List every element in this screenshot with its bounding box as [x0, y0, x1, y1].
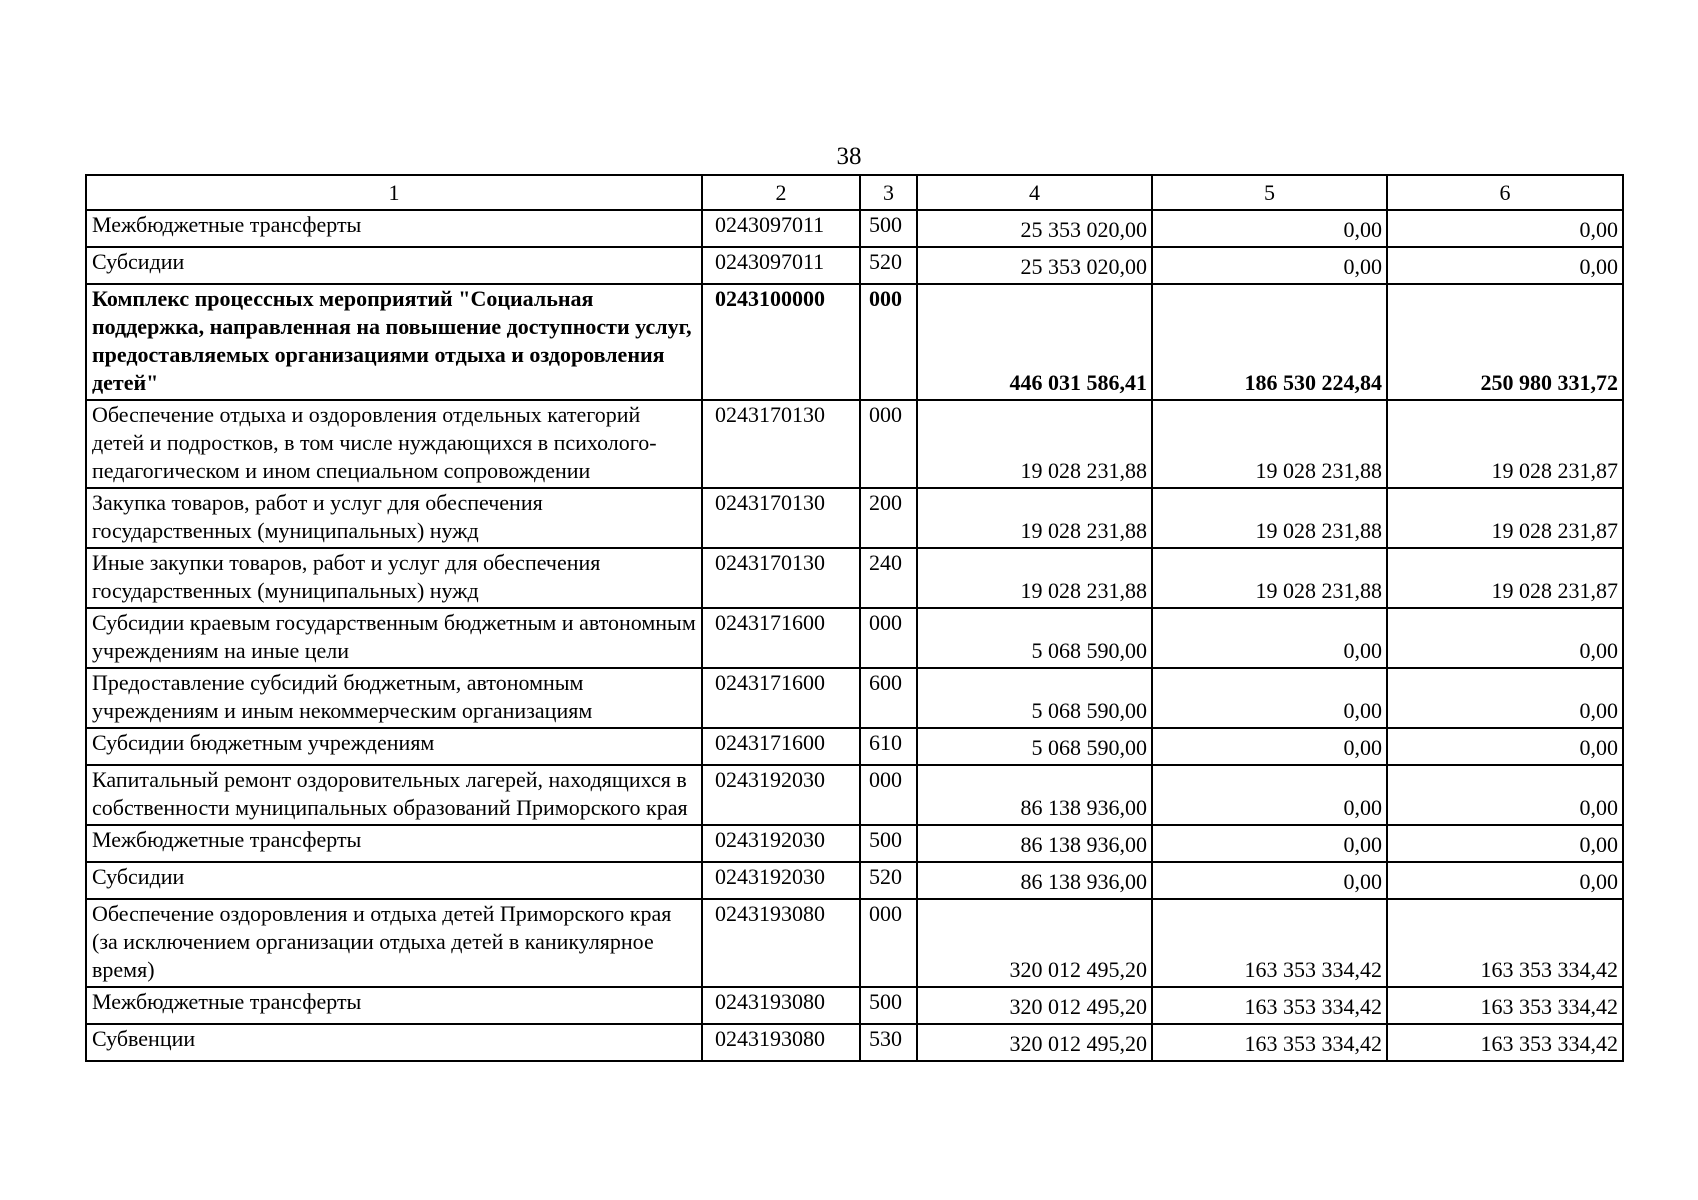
row-expense-type: 530: [860, 1024, 917, 1061]
row-value-col-5: 0,00: [1152, 247, 1387, 284]
budget-table: [85, 174, 1624, 1062]
table-row: [86, 899, 1623, 987]
table-row: [86, 400, 1623, 488]
row-code: 0243097011: [702, 247, 860, 284]
row-code: 0243193080: [702, 987, 860, 1024]
table-row: [86, 548, 1623, 608]
row-expense-type: 520: [860, 862, 917, 899]
row-value-col-6: 250 980 331,72: [1387, 284, 1623, 400]
row-name: Субсидии: [86, 862, 702, 899]
row-value-col-4: 19 028 231,88: [917, 488, 1152, 548]
row-value-col-5: 163 353 334,42: [1152, 899, 1387, 987]
page-number: 38: [836, 143, 862, 170]
row-name: Субвенции: [86, 1024, 702, 1061]
row-expense-type: 500: [860, 825, 917, 862]
table-row: [86, 987, 1623, 1024]
row-code: 0243100000: [702, 284, 860, 400]
row-value-col-4: 320 012 495,20: [917, 1024, 1152, 1061]
row-name: Межбюджетные трансферты: [86, 987, 702, 1024]
table-row: [86, 247, 1623, 284]
table-body: [86, 210, 1623, 1061]
row-value-col-4: 5 068 590,00: [917, 668, 1152, 728]
row-value-col-4: 25 353 020,00: [917, 247, 1152, 284]
row-value-col-5: 186 530 224,84: [1152, 284, 1387, 400]
row-value-col-6: 0,00: [1387, 608, 1623, 668]
row-code: 0243170130: [702, 488, 860, 548]
row-code: 0243193080: [702, 1024, 860, 1061]
row-value-col-5: 0,00: [1152, 765, 1387, 825]
row-value-col-4: 86 138 936,00: [917, 862, 1152, 899]
header-col-1: 1: [86, 175, 702, 210]
row-value-col-4: 86 138 936,00: [917, 765, 1152, 825]
table-row: [86, 284, 1623, 400]
row-expense-type: 610: [860, 728, 917, 765]
row-code: 0243171600: [702, 668, 860, 728]
row-name: Субсидии бюджетным учреждениям: [86, 728, 702, 765]
row-value-col-6: 0,00: [1387, 765, 1623, 825]
row-expense-type: 000: [860, 899, 917, 987]
row-value-col-5: 163 353 334,42: [1152, 987, 1387, 1024]
header-col-5: 5: [1152, 175, 1387, 210]
row-value-col-4: 320 012 495,20: [917, 987, 1152, 1024]
row-code: 0243192030: [702, 862, 860, 899]
row-expense-type: 000: [860, 608, 917, 668]
table-row: [86, 668, 1623, 728]
header-col-6: 6: [1387, 175, 1623, 210]
row-value-col-4: 446 031 586,41: [917, 284, 1152, 400]
row-code: 0243171600: [702, 608, 860, 668]
row-name: Иные закупки товаров, работ и услуг для обеспечения государственных (муниципальных) нужд: [86, 548, 702, 608]
row-value-col-5: 0,00: [1152, 668, 1387, 728]
row-value-col-5: 0,00: [1152, 825, 1387, 862]
table-row: [86, 728, 1623, 765]
row-code: 0243193080: [702, 899, 860, 987]
row-value-col-5: 19 028 231,88: [1152, 548, 1387, 608]
row-name: Капитальный ремонт оздоровительных лагерей, находящихся в собственности муниципальных образований Приморского края: [86, 765, 702, 825]
table-header: [86, 175, 1623, 210]
row-value-col-4: 86 138 936,00: [917, 825, 1152, 862]
row-name: Закупка товаров, работ и услуг для обеспечения государственных (муниципальных) нужд: [86, 488, 702, 548]
table-row: [86, 825, 1623, 862]
row-expense-type: 000: [860, 284, 917, 400]
row-value-col-5: 0,00: [1152, 862, 1387, 899]
row-expense-type: 000: [860, 765, 917, 825]
row-code: 0243170130: [702, 400, 860, 488]
row-value-col-6: 0,00: [1387, 825, 1623, 862]
table-row: [86, 1024, 1623, 1061]
row-value-col-5: 163 353 334,42: [1152, 1024, 1387, 1061]
row-name: Предоставление субсидий бюджетным, автономным учреждениям и иным некоммерческим организациям: [86, 668, 702, 728]
row-expense-type: 520: [860, 247, 917, 284]
row-code: 0243192030: [702, 765, 860, 825]
row-value-col-5: 0,00: [1152, 210, 1387, 247]
row-value-col-6: 19 028 231,87: [1387, 488, 1623, 548]
row-code: 0243097011: [702, 210, 860, 247]
row-value-col-4: 5 068 590,00: [917, 728, 1152, 765]
row-expense-type: 000: [860, 400, 917, 488]
row-value-col-4: 5 068 590,00: [917, 608, 1152, 668]
row-value-col-6: 0,00: [1387, 728, 1623, 765]
row-value-col-6: 163 353 334,42: [1387, 987, 1623, 1024]
row-code: 0243170130: [702, 548, 860, 608]
header-col-4: 4: [917, 175, 1152, 210]
row-name: Комплекс процессных мероприятий "Социальная поддержка, направленная на повышение доступности услуг, предоставляемых организациями отдыха и оздоровления детей": [86, 284, 702, 400]
table-row: [86, 608, 1623, 668]
row-expense-type: 600: [860, 668, 917, 728]
table-row: [86, 488, 1623, 548]
table-row: [86, 765, 1623, 825]
row-value-col-4: 19 028 231,88: [917, 400, 1152, 488]
row-name: Межбюджетные трансферты: [86, 210, 702, 247]
row-value-col-6: 0,00: [1387, 668, 1623, 728]
header-col-2: 2: [702, 175, 860, 210]
row-value-col-5: 0,00: [1152, 728, 1387, 765]
row-name: Обеспечение отдыха и оздоровления отдельных категорий детей и подростков, в том числе нуждающихся в психолого-педагогическом и ином специальном сопровождении: [86, 400, 702, 488]
row-value-col-6: 0,00: [1387, 862, 1623, 899]
row-value-col-4: 19 028 231,88: [917, 548, 1152, 608]
row-code: 0243171600: [702, 728, 860, 765]
row-value-col-6: 163 353 334,42: [1387, 1024, 1623, 1061]
row-name: Субсидии: [86, 247, 702, 284]
row-value-col-6: 163 353 334,42: [1387, 899, 1623, 987]
row-value-col-4: 25 353 020,00: [917, 210, 1152, 247]
row-value-col-5: 19 028 231,88: [1152, 488, 1387, 548]
header-row: [86, 175, 1623, 210]
row-name: Субсидии краевым государственным бюджетным и автономным учреждениям на иные цели: [86, 608, 702, 668]
row-code: 0243192030: [702, 825, 860, 862]
row-value-col-6: 0,00: [1387, 210, 1623, 247]
header-col-3: 3: [860, 175, 917, 210]
row-expense-type: 500: [860, 987, 917, 1024]
row-value-col-6: 0,00: [1387, 247, 1623, 284]
table-row: [86, 862, 1623, 899]
row-expense-type: 240: [860, 548, 917, 608]
row-value-col-5: 0,00: [1152, 608, 1387, 668]
row-expense-type: 500: [860, 210, 917, 247]
table-row: [86, 210, 1623, 247]
row-value-col-5: 19 028 231,88: [1152, 400, 1387, 488]
row-value-col-6: 19 028 231,87: [1387, 400, 1623, 488]
row-value-col-4: 320 012 495,20: [917, 899, 1152, 987]
row-expense-type: 200: [860, 488, 917, 548]
row-name: Межбюджетные трансферты: [86, 825, 702, 862]
row-value-col-6: 19 028 231,87: [1387, 548, 1623, 608]
row-name: Обеспечение оздоровления и отдыха детей Приморского края (за исключением организации отдыха детей в каникулярное время): [86, 899, 702, 987]
